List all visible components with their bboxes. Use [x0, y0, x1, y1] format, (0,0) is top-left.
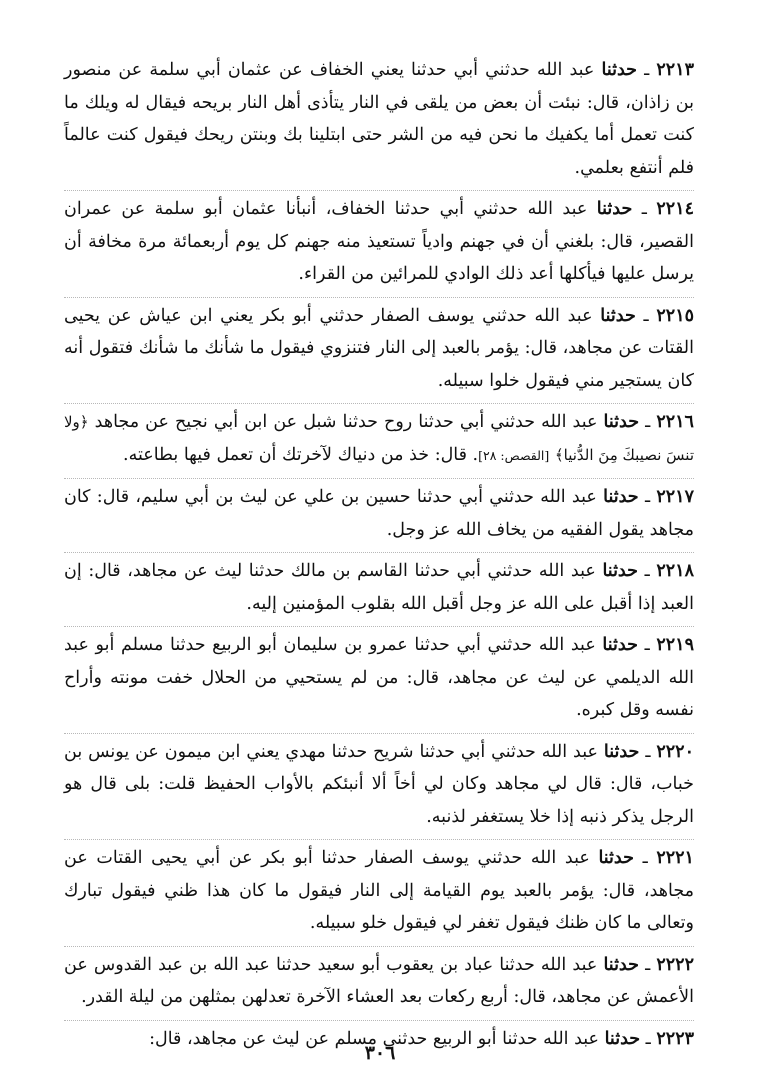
hadith-keyword: حدثنا	[604, 1028, 641, 1049]
hadith-number: ٢٢٢١	[656, 848, 694, 868]
hadith-entry	[64, 553, 694, 627]
hadith-entry	[64, 627, 694, 734]
dash: ـ	[641, 199, 647, 219]
dash: ـ	[645, 1028, 651, 1049]
hadith-number: ٢٢١٩	[656, 635, 694, 655]
dash: ـ	[644, 487, 651, 507]
dash: ـ	[645, 954, 651, 975]
hadith-entry	[64, 734, 694, 841]
dash: ـ	[644, 635, 650, 655]
hadith-number: ٢٢١٧	[656, 487, 694, 507]
hadith-text-continued: . قال: خذ من دنياك لآخرتك أن تعمل فيها بطاعته.	[123, 444, 479, 465]
hadith-text: عبد الله حدثني أبي حدثنا الخفاف، أنبأنا عثمان أبو سلمة عن عمران القصير، قال: بلغني أن في جهنم وادياً تستعيذ منه جهنم كل يوم أربعمائة مرة مخافة أن يرسل عليها فيأكلها أعد ذلك الوادي للمرائين من القراء.	[64, 199, 694, 284]
hadith-text: عبد الله حدثنا أبو الربيع حدثني مسلم عن ليث عن مجاهد، قال:	[149, 1028, 600, 1049]
hadith-text: عبد الله حدثني يوسف الصفار حدثنا أبو بكر عن أبي يحيى القتات عن مجاهد، قال: يؤمر بالعبد يوم القيامة إلى النار فيقول ما كان هذا ظني فيقول تبارك وتعالى ما كان ظنك فيقول تغفر لي فيقول خلو سبيله.	[64, 848, 694, 933]
hadith-text: عبد الله حدثني أبي حدثنا القاسم بن مالك حدثنا ليث عن مجاهد، قال: إن العبد إذا أقبل على الله عز وجل أقبل الله بقلوب المؤمنين إليه.	[64, 561, 694, 614]
hadith-keyword: حدثنا	[601, 60, 637, 80]
quran-reference: [القصص: ٢٨]	[478, 447, 550, 463]
hadith-entry	[64, 404, 694, 479]
dash: ـ	[644, 561, 650, 581]
hadith-number: ٢٢١٥	[656, 305, 694, 326]
hadith-entry	[64, 52, 694, 191]
hadith-number: ٢٢٢٠	[656, 741, 694, 762]
hadith-keyword: حدثنا	[602, 635, 638, 655]
hadith-keyword: حدثنا	[600, 305, 636, 326]
hadith-text: عبد الله حدثنا عباد بن يعقوب أبو سعيد حدثنا عبد الله بن عبد القدوس عن الأعمش عن مجاهد، قال: أربع ركعات بعد العشاء الآخرة تعدلهن بمثلهن من ليلة القدر.	[64, 954, 694, 1007]
hadith-number: ٢٢١٤	[656, 199, 694, 219]
hadith-text: عبد الله حدثني أبي حدثنا شريح حدثنا مهدي يعني ابن ميمون عن يونس بن خباب، قال: قال لي مجاهد وكان لي أخاً ألا أنبئكم بالأواب الحفيظ قلت: بلى قال هو الرجل يذكر ذنبه إذا خلا يستغفر لذنبه.	[64, 741, 694, 827]
hadith-keyword: حدثنا	[603, 741, 640, 762]
hadith-keyword: حدثنا	[598, 848, 634, 868]
hadith-number: ٢٢١٦	[656, 412, 694, 432]
hadith-keyword: حدثنا	[602, 561, 638, 581]
hadith-keyword: حدثنا	[603, 412, 640, 432]
hadith-number: ٢٢١٨	[656, 561, 694, 581]
hadith-keyword: حدثنا	[596, 199, 633, 219]
dash: ـ	[643, 305, 649, 326]
hadith-entry	[64, 479, 694, 553]
hadith-entry	[64, 298, 694, 405]
hadith-entry	[64, 840, 694, 947]
page-number: ٣٠٦	[364, 1042, 396, 1064]
hadith-text: عبد الله حدثني أبي حدثنا عمرو بن سليمان أبو الربيع حدثنا مسلم أبو عبد الله الديلمي عن ليث عن مجاهد، قال: من لم يستحيي من الحلال خفت مونته وأراح نفسه وقل كبره.	[64, 635, 694, 720]
hadith-text: عبد الله حدثني أبي حدثنا يعني الخفاف عن عثمان أبي سلمة عن منصور بن زاذان، قال: نبئت أن بعض من يلقى في النار يتأذى أهل النار بريحه فيقال له ويلك ما كنت تعمل أما يكفيك ما نحن فيه من الشر حتى ابتلينا بك وبنتن ريحك فيقول كنت عالماً فلم أنتفع بعلمي.	[64, 60, 694, 178]
hadith-number: ٢٢٢٢	[656, 954, 694, 975]
hadith-number: ٢٢١٣	[656, 60, 694, 80]
hadith-text: عبد الله حدثني يوسف الصفار حدثني أبو بكر يعني ابن عياش عن يحيى القتات عن مجاهد، قال: يؤمر بالعبد إلى النار فتنزوي فيقول ما شأنك ما شأنك فتقول أنه كان يستجير مني فيقول خلوا سبيله.	[64, 305, 694, 391]
quran-verse: ﴿ولا تنسَ نصيبكَ مِنَ الدُّنيا﴾	[64, 413, 694, 464]
hadith-text: عبد الله حدثني أبي حدثنا روح حدثنا شبل عن ابن أبي نجيح عن مجاهد	[94, 412, 598, 432]
dash: ـ	[642, 848, 648, 868]
hadith-keyword: حدثنا	[603, 487, 639, 507]
hadith-entry	[64, 191, 694, 298]
hadith-number: ٢٢٢٣	[656, 1028, 694, 1049]
hadith-entry	[64, 947, 694, 1021]
document-body	[64, 52, 694, 1061]
hadith-text: عبد الله حدثني أبي حدثنا حسين بن علي عن ليث بن أبي سليم، قال: كان مجاهد يقول الفقيه من يخاف الله عز وجل.	[64, 487, 694, 540]
dash: ـ	[644, 60, 650, 80]
dash: ـ	[645, 741, 651, 762]
hadith-keyword: حدثنا	[603, 954, 639, 975]
dash: ـ	[645, 412, 651, 432]
